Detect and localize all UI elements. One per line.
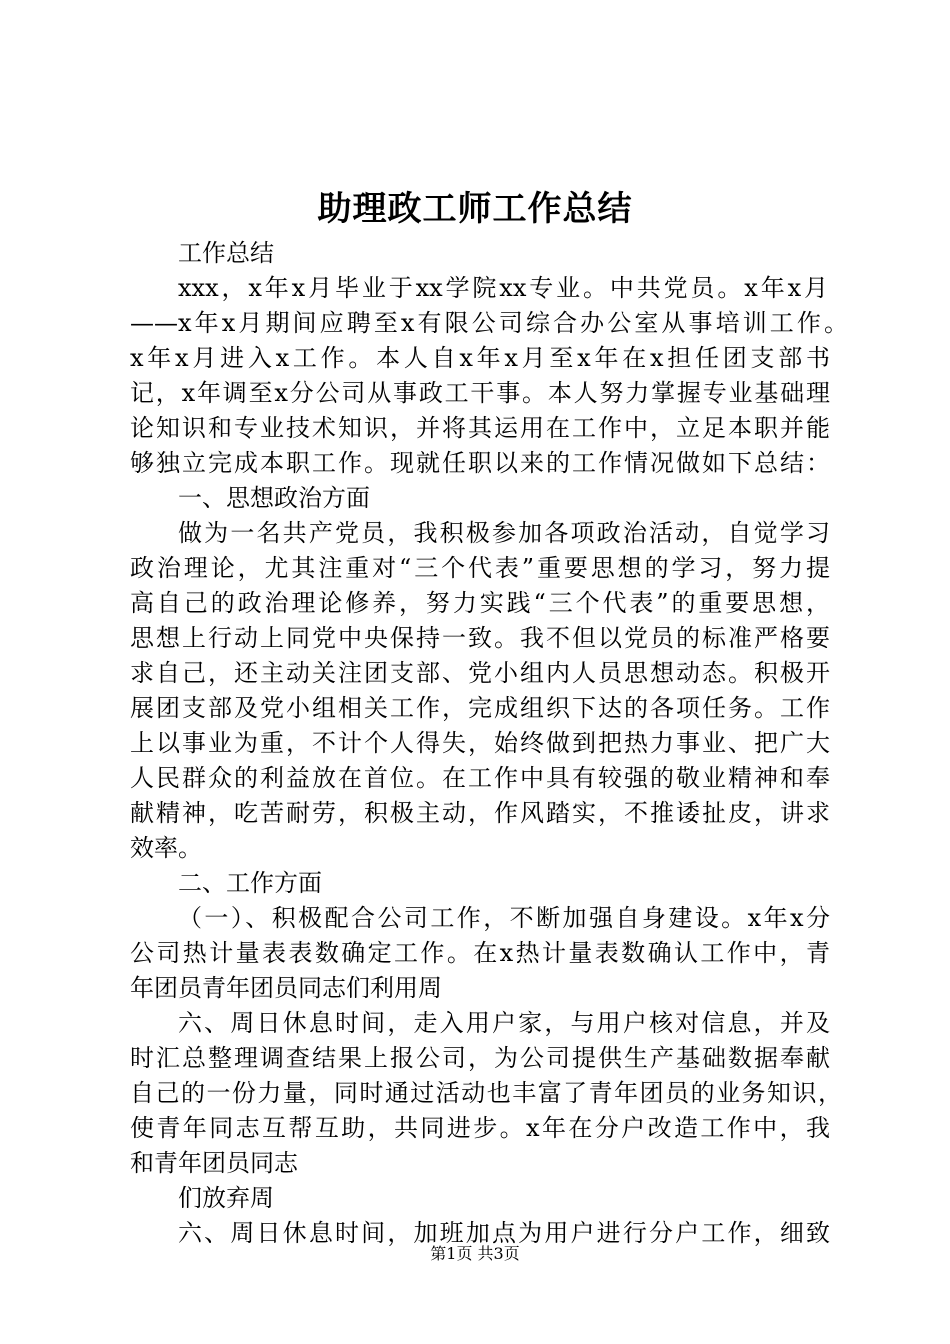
paragraph-line: 们放弃周 [178,1184,274,1212]
paragraph-line: x年x月进入x工作。本人自x年x月至x年在x担任团支部书 [130,344,830,372]
paragraph-line: 六、周日休息时间，加班加点为用户进行分户工作，细致 [178,1219,830,1247]
paragraph-line: 高自己的政治理论修养，努力实践“三个代表”的重要思想， [130,589,830,617]
paragraph-line: 思想上行动上同党中央保持一致。我不但以党员的标准严格要 [130,624,830,652]
paragraph-line: 做为一名共产党员，我积极参加各项政治活动，自觉学习 [178,519,830,547]
paragraph-line: 献精神，吃苦耐劳，积极主动，作风踏实，不推诿扯皮，讲求 [130,799,830,827]
paragraph-line: 和青年团员同志 [130,1149,298,1177]
paragraph-line: 展团支部及党小组相关工作，完成组织下达的各项任务。工作 [130,694,830,722]
paragraph-line: 公司热计量表表数确定工作。在x热计量表数确认工作中，青 [130,939,830,967]
paragraph-line: 使青年同志互帮互助，共同进步。x年在分户改造工作中，我 [130,1114,830,1142]
paragraph-line: 时汇总整理调查结果上报公司，为公司提供生产基础数据奉献 [130,1044,830,1072]
page-footer: 第1页 共3页 [430,1244,520,1263]
paragraph-line: 年团员青年团员同志们利用周 [130,974,442,1002]
section-heading-work: 二、工作方面 [178,869,322,897]
paragraph-line: 记，x年调至x分公司从事政工干事。本人努力掌握专业基础理 [130,379,830,407]
paragraph-line: ——x年x月期间应聘至x有限公司综合办公室从事培训工作。 [130,309,848,337]
document-title: 助理政工师工作总结 [317,189,633,229]
paragraph-line: 求自己，还主动关注团支部、党小组内人员思想动态。积极开 [130,659,830,687]
section-label-work-summary: 工作总结 [178,239,274,267]
paragraph-line: 上以事业为重，不计个人得失，始终做到把热力事业、把广大 [130,729,830,757]
paragraph-line: 论知识和专业技术知识，并将其运用在工作中，立足本职并能 [130,414,830,442]
paragraph-line: 效率。 [130,834,202,862]
paragraph-line: 政治理论，尤其注重对“三个代表”重要思想的学习，努力提 [130,554,830,582]
paragraph-line: （一）、积极配合公司工作，不断加强自身建设。x年x分 [178,904,830,932]
paragraph-line: 六、周日休息时间，走入用户家，与用户核对信息，并及 [178,1009,830,1037]
paragraph-line: 够独立完成本职工作。现就任职以来的工作情况做如下总结： [130,449,830,477]
paragraph-line: xxx，x年x月毕业于xx学院xx专业。中共党员。x年x月 [178,274,828,302]
section-heading-political: 一、思想政治方面 [178,484,370,512]
paragraph-line: 自己的一份力量，同时通过活动也丰富了青年团员的业务知识， [130,1079,842,1107]
paragraph-line: 人民群众的利益放在首位。在工作中具有较强的敬业精神和奉 [130,764,830,792]
